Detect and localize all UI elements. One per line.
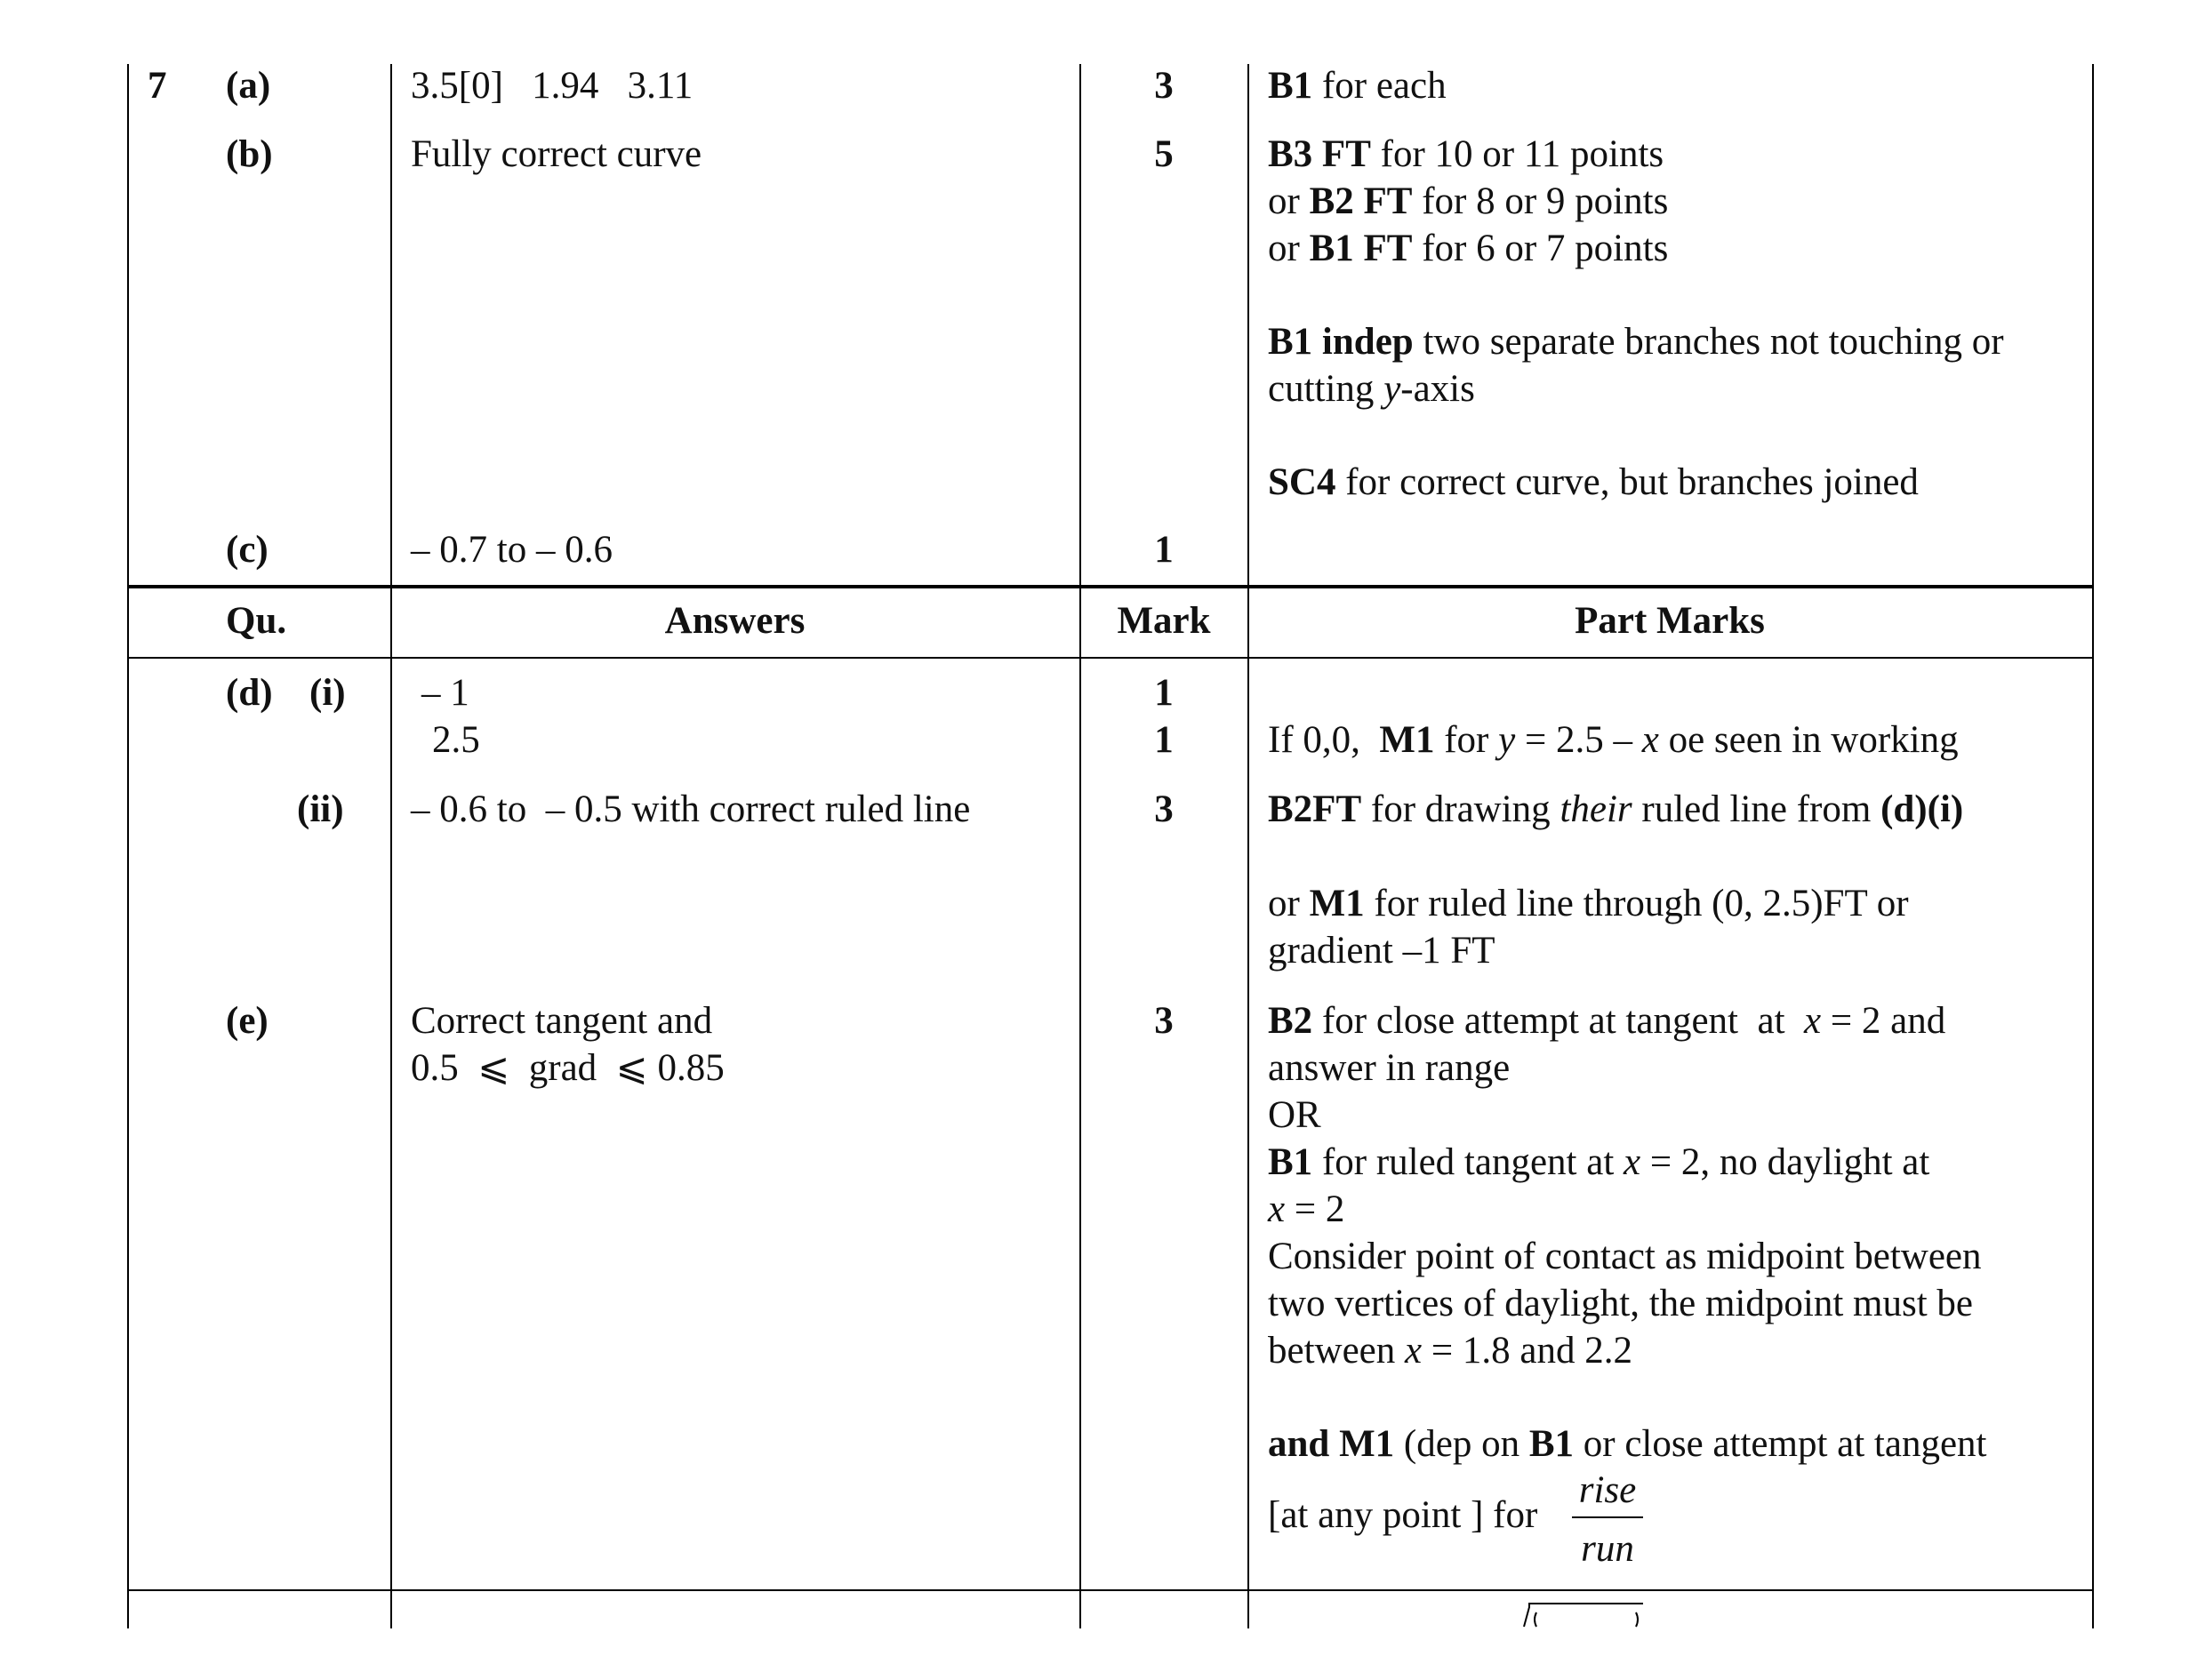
part-c-mark: 1	[1154, 529, 1174, 571]
fraction-bar	[1572, 1516, 1643, 1518]
part-e-pm-line8: between x = 1.8 and 2.2	[1268, 1330, 1632, 1372]
part-d-ii-answer: – 0.6 to – 0.5 with correct ruled line	[411, 788, 971, 830]
part-e-pm-line7: two vertices of daylight, the midpoint must be	[1268, 1283, 1973, 1324]
part-e-pm-line6: Consider point of contact as midpoint between	[1268, 1236, 1982, 1277]
part-a-label: (a)	[226, 65, 271, 107]
part-b-pm-line1: B3 FT for 10 or 11 points	[1268, 133, 1664, 175]
part-d-ii-pm-line2: or M1 for ruled line through (0, 2.5)FT or	[1268, 883, 1909, 924]
column-divider-qu-answers	[390, 64, 392, 1628]
column-divider-answers-mark	[1079, 64, 1081, 1628]
header-mark: Mark	[1117, 600, 1211, 642]
table-right-border	[2092, 64, 2094, 1628]
part-e-pm-line4: B1 for ruled tangent at x = 2, no daylight at	[1268, 1141, 1930, 1183]
part-e-pm-line2: answer in range	[1268, 1047, 1511, 1089]
part-e-pm-line3: OR	[1268, 1094, 1321, 1136]
part-a-part-marks: B1 for each	[1268, 65, 1447, 107]
part-d-i-mark-2: 1	[1154, 719, 1174, 761]
fraction-denominator: run	[1581, 1528, 1634, 1570]
column-divider-mark-partmarks	[1247, 64, 1249, 1628]
question-number: 7	[148, 65, 167, 107]
fraction-numerator: rise	[1578, 1469, 1637, 1511]
header-top-rule	[127, 585, 2094, 588]
part-d-i-part-marks: If 0,0, M1 for y = 2.5 – x oe seen in working	[1268, 719, 1959, 761]
part-e-answer-1: Correct tangent and	[411, 1000, 713, 1042]
part-e-pm-line9: and M1 (dep on B1 or close attempt at tangent	[1268, 1423, 1987, 1465]
part-a-answer: 3.5[0] 1.94 3.11	[411, 65, 694, 107]
part-c-label: (c)	[226, 529, 269, 571]
part-d-ii-mark: 3	[1154, 788, 1174, 830]
part-d-i-label: (i)	[309, 672, 346, 714]
part-e-pm-line5: x = 2	[1268, 1188, 1345, 1230]
header-bottom-rule	[127, 657, 2094, 659]
part-e-label: (e)	[226, 1000, 269, 1042]
part-d-i-answer-1: – 1	[421, 672, 469, 714]
part-d-i-mark-1: 1	[1154, 672, 1174, 714]
header-answers: Answers	[664, 600, 806, 642]
part-c-answer: – 0.7 to – 0.6	[411, 529, 613, 571]
part-e-pm-line10: [at any point ] for	[1268, 1494, 1538, 1536]
part-e-answer-2: 0.5 ⩽ grad ⩽ 0.85	[411, 1047, 725, 1089]
part-d-ii-label: (ii)	[297, 788, 344, 830]
table-left-border	[127, 64, 129, 1628]
part-b-pm-line2: or B2 FT for 8 or 9 points	[1268, 180, 1669, 222]
part-b-answer: Fully correct curve	[411, 133, 702, 175]
part-b-pm-line5: cutting y-axis	[1268, 368, 1475, 410]
partial-radical-sign	[1522, 1600, 1647, 1628]
part-e-pm-line1: B2 for close attempt at tangent at x = 2 and	[1268, 1000, 1946, 1042]
header-part-marks: Part Marks	[1575, 600, 1765, 642]
part-a-mark: 3	[1154, 65, 1174, 107]
part-b-mark: 5	[1154, 133, 1174, 175]
part-e-mark: 3	[1154, 1000, 1174, 1042]
row-bottom-rule	[127, 1589, 2094, 1591]
part-b-pm-line4: B1 indep two separate branches not touching or	[1268, 321, 2004, 363]
part-d-i-answer-2: 2.5	[432, 719, 480, 761]
part-d-ii-pm-line3: gradient –1 FT	[1268, 930, 1495, 972]
part-d-ii-pm-line1: B2FT for drawing their ruled line from (d)(i)	[1268, 788, 1964, 830]
part-b-label: (b)	[226, 133, 273, 175]
part-b-pm-line6: SC4 for correct curve, but branches joined	[1268, 461, 1919, 503]
header-qu: Qu.	[226, 600, 287, 642]
part-d-label: (d)	[226, 672, 273, 714]
part-b-pm-line3: or B1 FT for 6 or 7 points	[1268, 228, 1669, 269]
